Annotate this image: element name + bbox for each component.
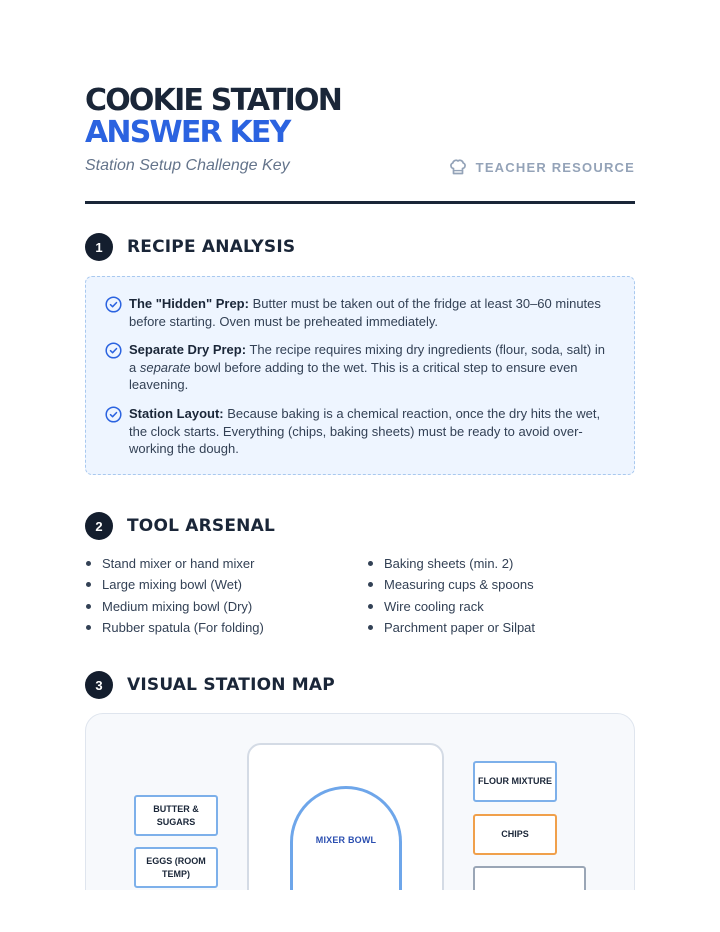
check-circle-icon (105, 342, 122, 359)
analysis-text (129, 405, 614, 458)
header-divider (85, 201, 635, 204)
list-item: Measuring cups & spoons (367, 574, 535, 595)
check-circle-icon (105, 296, 122, 313)
tool-list-right (367, 553, 535, 638)
section-title: RECIPE ANALYSIS (127, 237, 296, 257)
analysis-label: Separate Dry Prep: (129, 342, 247, 357)
section-number-badge: 1 (85, 233, 113, 261)
analysis-body-end: bowl before adding to the wet. This is a critical step to ensure even leavening. (129, 359, 578, 393)
analysis-item (105, 405, 614, 458)
analysis-emphasis: separate (139, 359, 191, 375)
teacher-resource-tag (448, 157, 635, 177)
section-recipe-analysis-heading (85, 233, 295, 261)
recipe-analysis-panel (85, 276, 635, 475)
title-line-2: ANSWER KEY (85, 115, 290, 150)
section-title: TOOL ARSENAL (127, 516, 275, 536)
analysis-label: The "Hidden" Prep: (129, 296, 249, 311)
analysis-text (129, 295, 614, 330)
list-item: Baking sheets (min. 2) (367, 553, 535, 574)
analysis-item (105, 295, 614, 330)
station-box-butter-sugars: BUTTER & SUGARS (134, 795, 218, 836)
section-visual-station-map-heading (85, 671, 335, 699)
section-number-badge: 3 (85, 671, 113, 699)
section-number-badge: 2 (85, 512, 113, 540)
section-tool-arsenal-heading (85, 512, 275, 540)
station-box-chips: CHIPS (473, 814, 557, 855)
analysis-text (129, 341, 614, 394)
list-item: Stand mixer or hand mixer (85, 553, 264, 574)
list-item: Medium mixing bowl (Dry) (85, 596, 264, 617)
section-title: VISUAL STATION MAP (127, 675, 335, 695)
list-item: Parchment paper or Silpat (367, 617, 535, 638)
station-box-flour-mixture: FLOUR MIXTURE (473, 761, 557, 802)
mixer-bowl-label: MIXER BOWL (315, 835, 377, 845)
list-item: Wire cooling rack (367, 596, 535, 617)
station-box-eggs: EGGS (ROOM TEMP) (134, 847, 218, 888)
check-circle-icon (105, 406, 122, 423)
analysis-label: Station Layout: (129, 406, 224, 421)
chef-hat-icon (448, 157, 468, 177)
teacher-resource-label: TEACHER RESOURCE (475, 159, 635, 175)
analysis-body: Butter must be taken out of the fridge at least 30–60 minutes before starting. Oven must be preheated immediately. (129, 296, 601, 329)
subtitle: Station Setup Challenge Key (85, 157, 290, 174)
page-bottom-margin (0, 890, 720, 932)
analysis-item (105, 341, 614, 394)
list-item: Rubber spatula (For folding) (85, 617, 264, 638)
analysis-body-start: The recipe requires mixing dry ingredients (flour, soda, salt) in a (129, 342, 605, 375)
analysis-body: Because baking is a chemical reaction, once the dry hits the wet, the clock starts. Everything (chips, baking sheets) must be ready to avoid over-working the dough. (129, 406, 601, 457)
tool-list-left (85, 553, 264, 638)
title-line-1: COOKIE STATION (85, 83, 342, 118)
list-item: Large mixing bowl (Wet) (85, 574, 264, 595)
